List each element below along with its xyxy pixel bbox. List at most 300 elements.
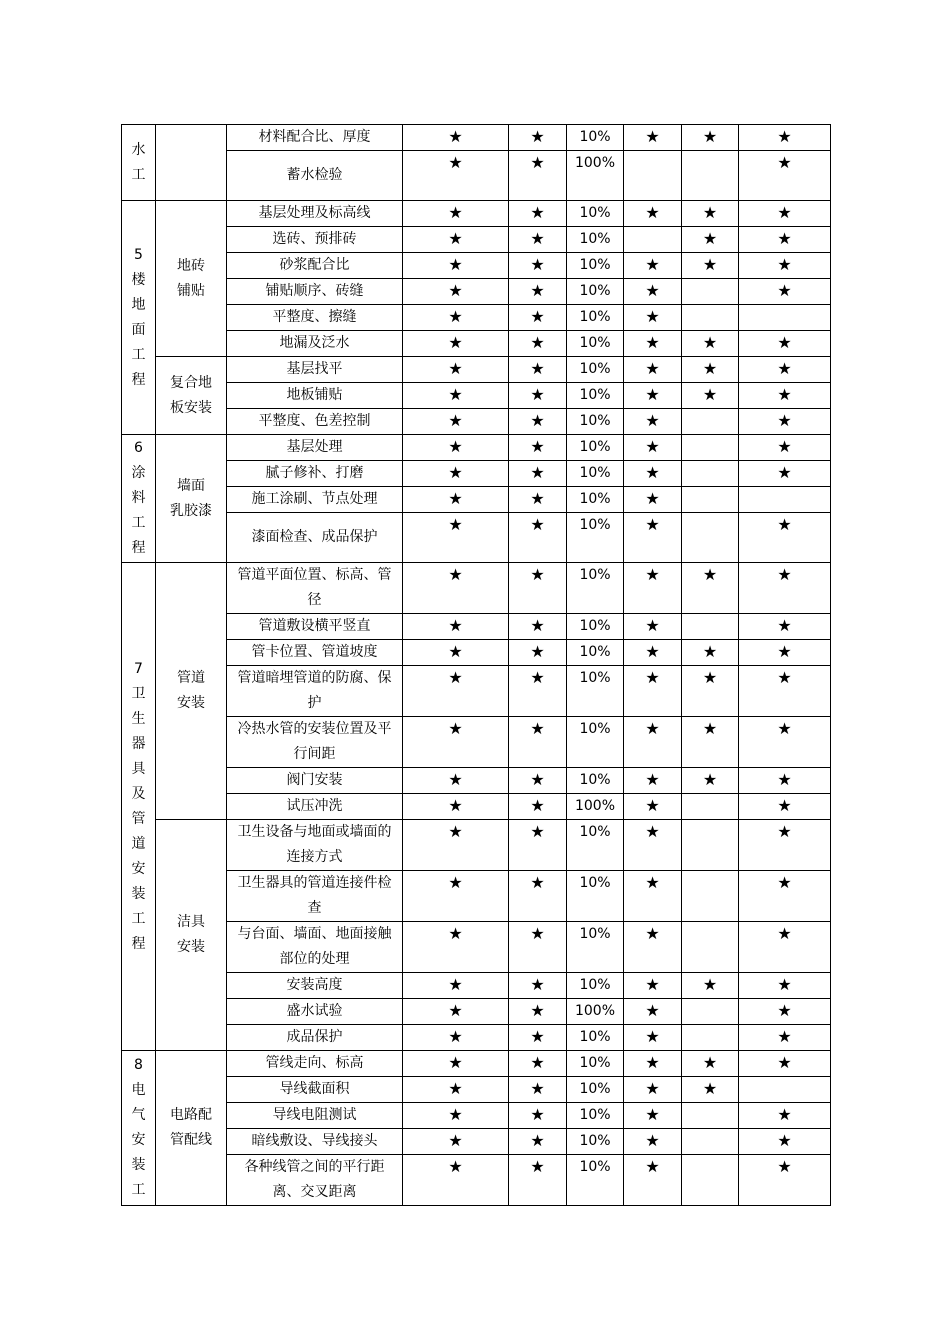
check-mark-cell: ★ xyxy=(624,125,682,151)
check-mark-cell: ★ xyxy=(739,125,831,151)
check-mark-cell: ★ xyxy=(624,1129,682,1155)
check-mark-cell: ★ xyxy=(624,305,682,331)
table-row xyxy=(122,820,831,871)
table-row xyxy=(122,614,831,640)
check-mark-cell: ★ xyxy=(509,331,567,357)
check-mark-cell xyxy=(682,409,739,435)
check-mark-cell: ★ xyxy=(403,383,509,409)
sample-rate-cell: 10% xyxy=(567,201,624,227)
check-mark-cell: ★ xyxy=(739,357,831,383)
check-mark-cell: ★ xyxy=(403,357,509,383)
check-mark-cell: ★ xyxy=(509,973,567,999)
check-mark-cell: ★ xyxy=(739,383,831,409)
subcategory-cell xyxy=(156,1051,227,1206)
check-mark-cell xyxy=(682,1155,739,1206)
item-cell: 管道平面位置、标高、管径 xyxy=(227,563,403,614)
check-mark-cell: ★ xyxy=(739,973,831,999)
table-row xyxy=(122,227,831,253)
check-mark-cell: ★ xyxy=(624,999,682,1025)
category-char: 程 xyxy=(131,540,146,556)
check-mark-cell: ★ xyxy=(509,435,567,461)
subcategory-cell xyxy=(156,820,227,1051)
check-mark-cell xyxy=(624,227,682,253)
check-mark-cell xyxy=(682,614,739,640)
check-mark-cell: ★ xyxy=(509,1051,567,1077)
check-mark-cell: ★ xyxy=(682,666,739,717)
subcategory-line: 乳胶漆 xyxy=(170,502,212,519)
item-cell: 地板铺贴 xyxy=(227,383,403,409)
item-cell: 基层处理及标高线 xyxy=(227,201,403,227)
item-cell: 平整度、擦缝 xyxy=(227,305,403,331)
check-mark-cell: ★ xyxy=(739,820,831,871)
check-mark-cell: ★ xyxy=(403,201,509,227)
category-char: 管 xyxy=(131,810,146,827)
table-row xyxy=(122,1129,831,1155)
subcategory-cell xyxy=(156,563,227,820)
category-char: 装 xyxy=(131,885,146,902)
table-row xyxy=(122,666,831,717)
check-mark-cell: ★ xyxy=(509,1129,567,1155)
check-mark-cell: ★ xyxy=(403,331,509,357)
check-mark-cell: ★ xyxy=(509,871,567,922)
check-mark-cell: ★ xyxy=(739,871,831,922)
item-cell: 砂浆配合比 xyxy=(227,253,403,279)
category-char: 5 xyxy=(134,246,143,263)
check-mark-cell: ★ xyxy=(739,666,831,717)
sample-rate-cell: 10% xyxy=(567,383,624,409)
item-cell: 安装高度 xyxy=(227,973,403,999)
check-mark-cell: ★ xyxy=(739,201,831,227)
item-cell: 铺贴顺序、砖缝 xyxy=(227,279,403,305)
category-char: 地 xyxy=(131,296,146,313)
check-mark-cell: ★ xyxy=(509,1077,567,1103)
subcategory-cell xyxy=(156,357,227,435)
check-mark-cell: ★ xyxy=(624,973,682,999)
check-mark-cell: ★ xyxy=(509,125,567,151)
check-mark-cell: ★ xyxy=(739,717,831,768)
table-row xyxy=(122,201,831,227)
item-cell: 与台面、墙面、地面接触部位的处理 xyxy=(227,922,403,973)
category-char: 器 xyxy=(131,735,146,752)
sample-rate-cell: 10% xyxy=(567,1103,624,1129)
check-mark-cell: ★ xyxy=(403,461,509,487)
table-row xyxy=(122,383,831,409)
check-mark-cell: ★ xyxy=(403,305,509,331)
table-row xyxy=(122,253,831,279)
check-mark-cell xyxy=(682,487,739,513)
category-cell xyxy=(122,563,156,1051)
check-mark-cell: ★ xyxy=(624,640,682,666)
category-char: 7 xyxy=(134,660,143,677)
subcategory-line: 地砖 xyxy=(177,257,205,274)
table-row xyxy=(122,513,831,563)
item-cell: 盛水试验 xyxy=(227,999,403,1025)
table-row xyxy=(122,794,831,820)
item-cell: 管卡位置、管道坡度 xyxy=(227,640,403,666)
sample-rate-cell: 100% xyxy=(567,999,624,1025)
check-mark-cell: ★ xyxy=(403,640,509,666)
check-mark-cell: ★ xyxy=(509,201,567,227)
check-mark-cell: ★ xyxy=(624,563,682,614)
item-cell: 管道暗埋管道的防腐、保护 xyxy=(227,666,403,717)
check-mark-cell xyxy=(682,305,739,331)
check-mark-cell: ★ xyxy=(739,1129,831,1155)
sample-rate-cell: 10% xyxy=(567,435,624,461)
sample-rate-cell: 10% xyxy=(567,125,624,151)
check-mark-cell: ★ xyxy=(624,513,682,563)
sample-rate-cell: 10% xyxy=(567,279,624,305)
check-mark-cell: ★ xyxy=(682,563,739,614)
check-mark-cell: ★ xyxy=(739,151,831,201)
category-cell xyxy=(122,201,156,435)
check-mark-cell: ★ xyxy=(403,1077,509,1103)
check-mark-cell: ★ xyxy=(624,409,682,435)
check-mark-cell: ★ xyxy=(403,1155,509,1206)
sample-rate-cell: 100% xyxy=(567,151,624,201)
check-mark-cell: ★ xyxy=(509,357,567,383)
category-char: 8 xyxy=(134,1057,143,1073)
check-mark-cell: ★ xyxy=(739,768,831,794)
check-mark-cell: ★ xyxy=(403,871,509,922)
category-cell xyxy=(122,435,156,563)
table-row xyxy=(122,461,831,487)
category-char: 安 xyxy=(131,860,146,877)
check-mark-cell: ★ xyxy=(403,717,509,768)
check-mark-cell: ★ xyxy=(682,201,739,227)
check-mark-cell: ★ xyxy=(682,640,739,666)
check-mark-cell: ★ xyxy=(624,1155,682,1206)
check-mark-cell: ★ xyxy=(624,331,682,357)
subcategory-line: 复合地 xyxy=(170,374,212,391)
check-mark-cell: ★ xyxy=(403,435,509,461)
category-cell xyxy=(122,1051,156,1206)
check-mark-cell: ★ xyxy=(509,227,567,253)
check-mark-cell: ★ xyxy=(509,253,567,279)
sample-rate-cell: 10% xyxy=(567,922,624,973)
sample-rate-cell: 100% xyxy=(567,794,624,820)
table-row xyxy=(122,563,831,614)
check-mark-cell: ★ xyxy=(739,513,831,563)
sample-rate-cell: 10% xyxy=(567,461,624,487)
table-row xyxy=(122,435,831,461)
check-mark-cell: ★ xyxy=(682,383,739,409)
category-char: 程 xyxy=(131,371,146,388)
subcategory-cell xyxy=(156,201,227,357)
check-mark-cell xyxy=(682,1025,739,1051)
sample-rate-cell: 10% xyxy=(567,487,624,513)
check-mark-cell: ★ xyxy=(739,614,831,640)
item-cell: 平整度、色差控制 xyxy=(227,409,403,435)
check-mark-cell: ★ xyxy=(682,331,739,357)
check-mark-cell: ★ xyxy=(509,279,567,305)
sample-rate-cell: 10% xyxy=(567,973,624,999)
check-mark-cell: ★ xyxy=(624,1051,682,1077)
check-mark-cell: ★ xyxy=(739,999,831,1025)
check-mark-cell: ★ xyxy=(403,973,509,999)
check-mark-cell: ★ xyxy=(509,383,567,409)
item-cell: 漆面检查、成品保护 xyxy=(227,513,403,563)
check-mark-cell: ★ xyxy=(624,820,682,871)
check-mark-cell: ★ xyxy=(509,666,567,717)
check-mark-cell: ★ xyxy=(509,922,567,973)
check-mark-cell: ★ xyxy=(403,227,509,253)
category-char: 工 xyxy=(131,1182,146,1198)
item-cell: 基层处理 xyxy=(227,435,403,461)
check-mark-cell xyxy=(682,871,739,922)
subcategory-cell xyxy=(156,435,227,563)
category-char: 工 xyxy=(131,910,146,927)
table-row xyxy=(122,409,831,435)
category-cell xyxy=(122,125,156,201)
check-mark-cell: ★ xyxy=(739,331,831,357)
table-row xyxy=(122,717,831,768)
subcategory-line: 安装 xyxy=(177,939,205,955)
table-row xyxy=(122,357,831,383)
sample-rate-cell: 10% xyxy=(567,1155,624,1206)
category-char: 6 xyxy=(134,440,143,456)
check-mark-cell: ★ xyxy=(509,487,567,513)
check-mark-cell: ★ xyxy=(509,1025,567,1051)
category-char: 工 xyxy=(131,346,146,363)
category-char: 气 xyxy=(131,1107,146,1123)
sample-rate-cell: 10% xyxy=(567,1025,624,1051)
table-row xyxy=(122,871,831,922)
check-mark-cell xyxy=(682,794,739,820)
check-mark-cell xyxy=(682,513,739,563)
subcategory-line: 安装 xyxy=(177,695,205,711)
sample-rate-cell: 10% xyxy=(567,666,624,717)
item-cell: 阀门安装 xyxy=(227,768,403,794)
check-mark-cell: ★ xyxy=(403,125,509,151)
check-mark-cell: ★ xyxy=(624,383,682,409)
check-mark-cell: ★ xyxy=(403,487,509,513)
sample-rate-cell: 10% xyxy=(567,1077,624,1103)
category-char: 楼 xyxy=(131,271,146,288)
table-row xyxy=(122,1025,831,1051)
check-mark-cell: ★ xyxy=(682,357,739,383)
sample-rate-cell: 10% xyxy=(567,614,624,640)
check-mark-cell xyxy=(682,1129,739,1155)
check-mark-cell: ★ xyxy=(624,614,682,640)
check-mark-cell: ★ xyxy=(682,125,739,151)
table-row xyxy=(122,922,831,973)
inspection-table xyxy=(121,124,831,1206)
subcategory-cell xyxy=(156,125,227,201)
category-char: 电 xyxy=(131,1082,146,1098)
check-mark-cell: ★ xyxy=(739,640,831,666)
check-mark-cell: ★ xyxy=(739,1155,831,1206)
subcategory-line: 管道 xyxy=(177,670,205,686)
sample-rate-cell: 10% xyxy=(567,331,624,357)
check-mark-cell xyxy=(682,279,739,305)
item-cell: 导线截面积 xyxy=(227,1077,403,1103)
subcategory-line: 墙面 xyxy=(177,477,205,494)
subcategory-line: 洁具 xyxy=(177,914,205,930)
check-mark-cell: ★ xyxy=(682,717,739,768)
check-mark-cell xyxy=(682,820,739,871)
category-char: 料 xyxy=(131,490,146,506)
check-mark-cell: ★ xyxy=(624,1077,682,1103)
category-char: 安 xyxy=(131,1132,146,1148)
table-row xyxy=(122,125,831,151)
check-mark-cell: ★ xyxy=(739,1025,831,1051)
table-row xyxy=(122,1155,831,1206)
item-cell: 腻子修补、打磨 xyxy=(227,461,403,487)
sample-rate-cell: 10% xyxy=(567,305,624,331)
check-mark-cell: ★ xyxy=(509,614,567,640)
check-mark-cell: ★ xyxy=(403,614,509,640)
check-mark-cell: ★ xyxy=(509,768,567,794)
category-char: 面 xyxy=(131,321,146,338)
check-mark-cell: ★ xyxy=(624,461,682,487)
category-char: 具 xyxy=(131,760,146,777)
check-mark-cell: ★ xyxy=(739,922,831,973)
check-mark-cell: ★ xyxy=(624,922,682,973)
check-mark-cell xyxy=(682,435,739,461)
sample-rate-cell: 10% xyxy=(567,1051,624,1077)
check-mark-cell xyxy=(682,461,739,487)
check-mark-cell: ★ xyxy=(739,253,831,279)
category-char: 道 xyxy=(131,835,146,852)
check-mark-cell: ★ xyxy=(403,563,509,614)
check-mark-cell: ★ xyxy=(624,717,682,768)
check-mark-cell xyxy=(739,305,831,331)
check-mark-cell xyxy=(682,922,739,973)
check-mark-cell: ★ xyxy=(403,820,509,871)
sample-rate-cell: 10% xyxy=(567,717,624,768)
check-mark-cell: ★ xyxy=(509,305,567,331)
check-mark-cell: ★ xyxy=(624,1025,682,1051)
check-mark-cell: ★ xyxy=(509,999,567,1025)
check-mark-cell: ★ xyxy=(403,794,509,820)
check-mark-cell: ★ xyxy=(509,409,567,435)
check-mark-cell: ★ xyxy=(682,253,739,279)
item-cell: 选砖、预排砖 xyxy=(227,227,403,253)
check-mark-cell: ★ xyxy=(403,513,509,563)
check-mark-cell: ★ xyxy=(509,1103,567,1129)
check-mark-cell: ★ xyxy=(739,461,831,487)
item-cell: 管道敷设横平竖直 xyxy=(227,614,403,640)
check-mark-cell: ★ xyxy=(682,973,739,999)
category-char: 卫 xyxy=(131,685,146,702)
category-char: 及 xyxy=(131,785,146,802)
check-mark-cell: ★ xyxy=(682,227,739,253)
check-mark-cell xyxy=(682,1103,739,1129)
sample-rate-cell: 10% xyxy=(567,227,624,253)
item-cell: 暗线敷设、导线接头 xyxy=(227,1129,403,1155)
item-cell: 管线走向、标高 xyxy=(227,1051,403,1077)
check-mark-cell: ★ xyxy=(509,794,567,820)
category-char: 生 xyxy=(131,710,146,727)
check-mark-cell: ★ xyxy=(509,563,567,614)
check-mark-cell: ★ xyxy=(403,922,509,973)
check-mark-cell: ★ xyxy=(403,1103,509,1129)
check-mark-cell: ★ xyxy=(403,999,509,1025)
check-mark-cell xyxy=(682,151,739,201)
item-cell: 基层找平 xyxy=(227,357,403,383)
sample-rate-cell: 10% xyxy=(567,409,624,435)
check-mark-cell: ★ xyxy=(403,666,509,717)
subcategory-line: 板安装 xyxy=(170,399,212,416)
sample-rate-cell: 10% xyxy=(567,820,624,871)
table-row xyxy=(122,640,831,666)
item-cell: 导线电阻测试 xyxy=(227,1103,403,1129)
check-mark-cell: ★ xyxy=(739,794,831,820)
check-mark-cell: ★ xyxy=(509,717,567,768)
check-mark-cell: ★ xyxy=(739,279,831,305)
category-char: 水 xyxy=(131,141,146,158)
subcategory-line: 管配线 xyxy=(170,1132,212,1148)
check-mark-cell: ★ xyxy=(509,640,567,666)
check-mark-cell: ★ xyxy=(624,435,682,461)
sample-rate-cell: 10% xyxy=(567,253,624,279)
check-mark-cell: ★ xyxy=(682,1051,739,1077)
subcategory-line: 铺贴 xyxy=(177,282,205,299)
check-mark-cell: ★ xyxy=(509,513,567,563)
table-row xyxy=(122,151,831,201)
check-mark-cell: ★ xyxy=(739,563,831,614)
sample-rate-cell: 10% xyxy=(567,640,624,666)
sample-rate-cell: 10% xyxy=(567,871,624,922)
check-mark-cell: ★ xyxy=(509,151,567,201)
table-row xyxy=(122,305,831,331)
table-row xyxy=(122,1077,831,1103)
item-cell: 施工涂刷、节点处理 xyxy=(227,487,403,513)
item-cell: 地漏及泛水 xyxy=(227,331,403,357)
check-mark-cell: ★ xyxy=(739,227,831,253)
check-mark-cell: ★ xyxy=(403,253,509,279)
check-mark-cell: ★ xyxy=(624,487,682,513)
check-mark-cell: ★ xyxy=(403,1025,509,1051)
check-mark-cell: ★ xyxy=(509,461,567,487)
item-cell: 材料配合比、厚度 xyxy=(227,125,403,151)
table-row xyxy=(122,1103,831,1129)
check-mark-cell: ★ xyxy=(403,279,509,305)
category-char: 工 xyxy=(131,166,146,183)
category-char: 涂 xyxy=(131,465,146,481)
check-mark-cell: ★ xyxy=(403,409,509,435)
check-mark-cell: ★ xyxy=(403,151,509,201)
check-mark-cell: ★ xyxy=(624,279,682,305)
item-cell: 成品保护 xyxy=(227,1025,403,1051)
check-mark-cell xyxy=(739,1077,831,1103)
check-mark-cell: ★ xyxy=(624,666,682,717)
category-char: 工 xyxy=(131,515,146,531)
table-row xyxy=(122,279,831,305)
check-mark-cell: ★ xyxy=(624,768,682,794)
sample-rate-cell: 10% xyxy=(567,513,624,563)
table-row xyxy=(122,973,831,999)
table-row xyxy=(122,331,831,357)
check-mark-cell xyxy=(682,999,739,1025)
check-mark-cell: ★ xyxy=(403,1051,509,1077)
table-row xyxy=(122,999,831,1025)
check-mark-cell: ★ xyxy=(624,357,682,383)
check-mark-cell: ★ xyxy=(739,435,831,461)
check-mark-cell: ★ xyxy=(682,768,739,794)
check-mark-cell xyxy=(624,151,682,201)
subcategory-line: 电路配 xyxy=(170,1107,212,1123)
item-cell: 各种线管之间的平行距离、交叉距离 xyxy=(227,1155,403,1206)
item-cell: 试压冲洗 xyxy=(227,794,403,820)
check-mark-cell: ★ xyxy=(403,1129,509,1155)
check-mark-cell: ★ xyxy=(739,1051,831,1077)
check-mark-cell: ★ xyxy=(739,1103,831,1129)
check-mark-cell xyxy=(739,487,831,513)
sample-rate-cell: 10% xyxy=(567,1129,624,1155)
sample-rate-cell: 10% xyxy=(567,563,624,614)
item-cell: 蓄水检验 xyxy=(227,151,403,201)
